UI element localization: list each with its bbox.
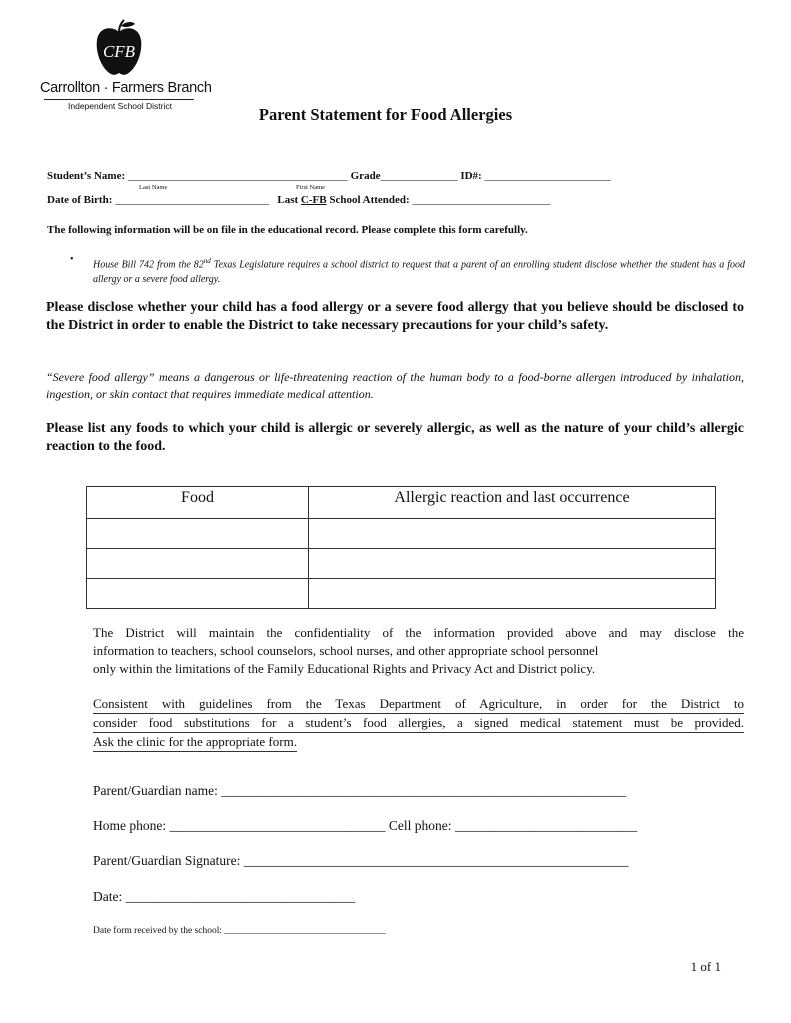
last-school-label-post: School Attended: [326,194,410,206]
reaction-cell[interactable] [309,519,716,549]
phone-row [93,818,637,834]
house-bill-text-a: House Bill 742 from the 82 [93,259,204,271]
reaction-cell[interactable] [309,579,716,609]
reaction-cell[interactable] [309,549,716,579]
last-school-label-pre: Last [277,194,301,206]
notice-text: The following information will be on file in the educational record. Please complete this form carefully. [47,224,528,236]
house-bill-text-b: Texas Legislature requires a school district to request that a parent of an enrolling student disclose whether the student has a food allergy or a severe food allergy. [93,259,745,286]
dob-row [47,194,550,206]
list-paragraph: Please list any foods to which your child is allergic or severely allergic, as well as the nature of your child’s allergic reaction to the food. [46,421,744,454]
home-phone-label: Home phone: [93,818,167,833]
signature-field[interactable]: _________________________________________________________ [243,853,629,868]
table-header-row [87,487,716,519]
id-field[interactable]: _______________________ [484,170,611,182]
grade-label: Grade [350,170,381,182]
date-row [93,889,355,905]
confidentiality-line-2: information to teachers, school counselors, school nurses, and other appropriate school personnel [93,643,599,658]
student-name-row [47,170,611,182]
table-row [87,579,716,609]
district-name: Carrollton · Farmers Branch [40,80,212,96]
bullet-symbol: • [70,254,74,265]
date-field[interactable]: __________________________________ [125,889,356,904]
date-label: Date: [93,889,123,904]
signature-label: Parent/Guardian Signature: [93,853,241,868]
allergy-table [86,486,716,609]
guidelines-line-2: consider food substitutions for a student’s food allergies, a signed medical statement must be provided. [93,714,744,733]
page-title: Parent Statement for Food Allergies [258,105,513,124]
header-food: Food [87,487,309,519]
last-school-field[interactable]: _________________________ [412,194,550,206]
guardian-name-row [93,783,626,799]
house-bill-note [93,254,745,287]
table-row [87,519,716,549]
cell-phone-field[interactable]: ___________________________ [454,818,638,833]
guidelines-line-1: Consistent with guidelines from the Texas Department of Agriculture, in order for the District to [93,695,744,714]
dob-field[interactable]: ____________________________ [115,194,270,206]
confidentiality-paragraph [93,624,753,678]
food-cell[interactable] [87,579,309,609]
guardian-name-label: Parent/Guardian name: [93,783,218,798]
table-row [87,549,716,579]
guidelines-paragraph [93,695,753,752]
last-school-label-cfb: C-FB [300,194,327,206]
guardian-name-field[interactable]: ____________________________________________________________ [221,783,627,798]
last-name-caption: Last Name [139,184,168,191]
logo-divider [44,99,194,100]
grade-field[interactable]: ______________ [380,170,458,182]
signature-row [93,853,628,869]
student-name-label: Student’s Name: [47,170,126,182]
disclose-paragraph: Please disclose whether your child has a food allergy or a severe food allergy that you believe should be disclosed to the District in order to enable the District to take necessary precautions for your child’s safety. [46,300,744,333]
received-field[interactable]: __________________________________ [224,926,386,936]
student-name-field[interactable]: ________________________________________ [127,170,348,182]
confidentiality-line-3: only within the limitations of the Family Educational Rights and Privacy Act and District policy. [93,661,596,676]
confidentiality-line-1: The District will maintain the confidentiality of the information provided above and may disclose the [93,625,744,640]
logo-initials: CFB [102,42,136,61]
house-bill-sup: nd [203,257,211,265]
header-reaction: Allergic reaction and last occurrence [309,487,716,519]
home-phone-field[interactable]: ________________________________ [169,818,386,833]
apple-logo-icon [93,18,145,78]
district-subtitle: Independent School District [68,101,172,111]
food-cell[interactable] [87,549,309,579]
received-row [93,926,386,936]
page-number: 1 of 1 [690,959,721,974]
received-label: Date form received by the school: [93,926,222,936]
first-name-caption: First Name [296,184,326,191]
definition-paragraph: “Severe food allergy” means a dangerous or life-threatening reaction of the human body to a food-borne allergen introduced by inhalation, ingestion, or skin contact that requires immediate medical attention. [46,370,744,401]
dob-label: Date of Birth: [47,194,113,206]
id-label: ID#: [460,170,482,182]
food-cell[interactable] [87,519,309,549]
guidelines-line-3: Ask the clinic for the appropriate form. [93,733,297,752]
cell-phone-label: Cell phone: [388,818,452,833]
